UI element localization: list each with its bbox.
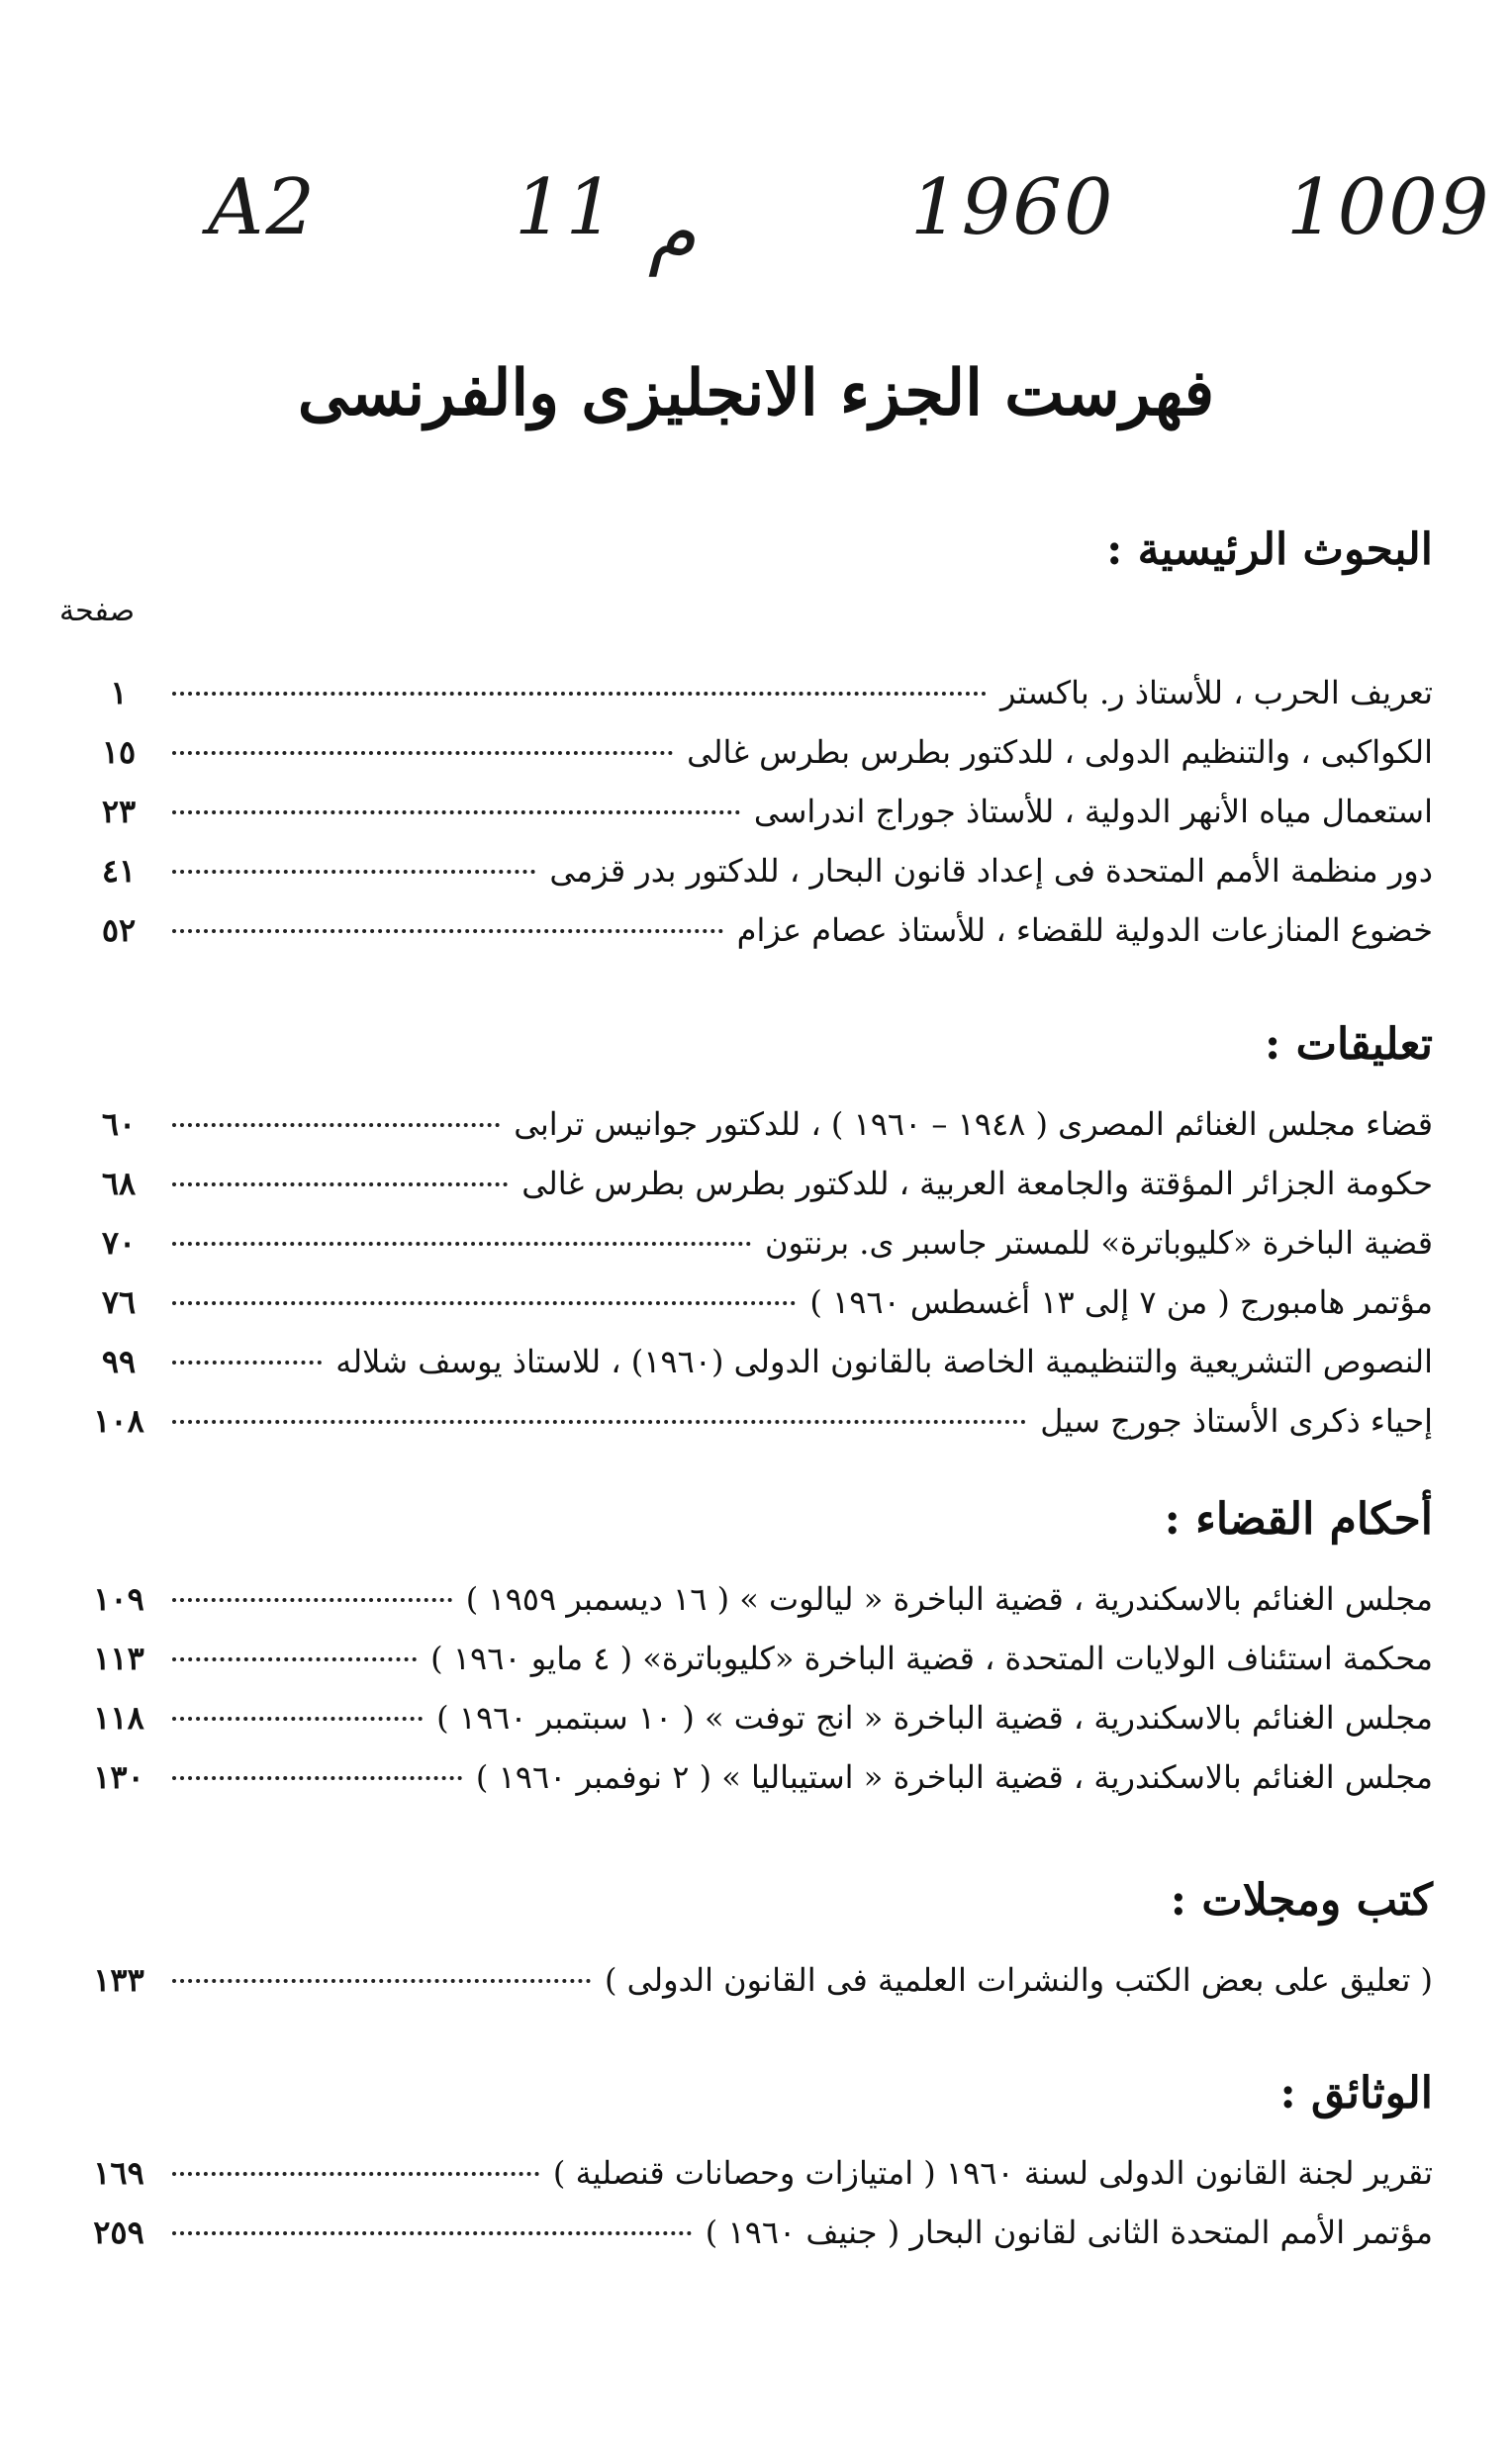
entry-page-number: ١٣٠ xyxy=(93,1758,144,1796)
entry-title: قضاء مجلس الغنائم المصرى ( ١٩٤٨ – ١٩٦٠ ) ، للدكتور جوانيس ترابى xyxy=(514,1105,1433,1143)
toc-entry xyxy=(79,793,1433,852)
toc-entry xyxy=(79,1343,1433,1402)
toc-entry xyxy=(79,2213,1433,2273)
dot-leader xyxy=(172,1717,423,1721)
entry-list xyxy=(79,2154,1433,2273)
entry-page-number: ٧٦ xyxy=(101,1283,137,1321)
dot-leader xyxy=(172,1420,1026,1424)
handwritten-annotation: 1009 xyxy=(1286,163,1491,252)
dot-leader xyxy=(172,751,673,755)
entry-page-number: ٢٥٩ xyxy=(93,2213,144,2251)
toc-entry xyxy=(79,674,1433,733)
handwritten-annotation: 1960 xyxy=(910,163,1115,252)
entry-page-number: ١٠٨ xyxy=(93,1402,144,1440)
toc-entry xyxy=(79,1402,1433,1461)
entry-list xyxy=(79,674,1433,971)
toc-entry xyxy=(79,1224,1433,1283)
toc-entry xyxy=(79,911,1433,971)
entry-title: الكواكبى ، والتنظيم الدولى ، للدكتور بطرس بطرس غالى xyxy=(687,733,1433,771)
entry-page-number: ٢٣ xyxy=(101,793,137,830)
entry-title: مجلس الغنائم بالاسكندرية ، قضية الباخرة « ليالوت » ( ١٦ ديسمبر ١٩٥٩ ) xyxy=(465,1580,1433,1618)
dot-leader xyxy=(172,1182,508,1186)
dot-leader xyxy=(172,2172,539,2176)
entry-title: خضوع المنازعات الدولية للقضاء ، للأستاذ عصام عزام xyxy=(736,911,1433,949)
entry-list xyxy=(79,1580,1433,1818)
entry-page-number: ٩٩ xyxy=(101,1343,137,1380)
entry-page-number: ٥٢ xyxy=(101,911,137,949)
entry-title: حكومة الجزائر المؤقتة والجامعة العربية ، للدكتور بطرس بطرس غالى xyxy=(521,1165,1433,1202)
entry-title: مؤتمر الأمم المتحدة الثانى لقانون البحار ( جنيف ١٩٦٠ ) xyxy=(705,2213,1433,2251)
page-title: فهرست الجزء الانجليزى والفرنسى xyxy=(297,356,1215,430)
dot-leader xyxy=(172,692,987,696)
handwritten-annotation: م xyxy=(648,188,697,277)
dot-leader xyxy=(172,1657,417,1661)
section-heading: أحكام القضاء : xyxy=(1164,1494,1433,1545)
section-heading: كتب ومجلات : xyxy=(1170,1875,1433,1926)
entry-list xyxy=(79,1105,1433,1461)
entry-title: مجلس الغنائم بالاسكندرية ، قضية الباخرة « انج توفت » ( ١٠ سبتمبر ١٩٦٠ ) xyxy=(436,1699,1433,1737)
toc-entry xyxy=(79,1699,1433,1758)
entry-page-number: ١٥ xyxy=(101,733,137,771)
dot-leader xyxy=(172,1979,591,1983)
page-column-label: صفحة xyxy=(59,594,136,628)
dot-leader xyxy=(172,810,740,814)
entry-page-number: ٦٠ xyxy=(101,1105,137,1143)
entry-page-number: ٧٠ xyxy=(101,1224,137,1262)
toc-entry xyxy=(79,1580,1433,1640)
dot-leader xyxy=(172,1776,462,1780)
toc-entry xyxy=(79,2154,1433,2213)
dot-leader xyxy=(172,929,723,933)
entry-page-number: ٦٨ xyxy=(101,1165,137,1202)
toc-entry xyxy=(79,1961,1433,2021)
handwritten-annotation: 11 xyxy=(515,163,617,252)
section-documents xyxy=(79,2068,1433,2273)
entry-page-number: ١١٣ xyxy=(93,1640,144,1677)
entry-title: استعمال مياه الأنهر الدولية ، للأستاذ جوراج اندراسى xyxy=(753,793,1433,830)
section-heading: الوثائق : xyxy=(1279,2068,1433,2118)
dot-leader xyxy=(172,1361,322,1365)
handwritten-annotation: A2 xyxy=(208,163,317,252)
dot-leader xyxy=(172,2231,692,2235)
entry-title: محكمة استئناف الولايات المتحدة ، قضية الباخرة «كليوباترة» ( ٤ مايو ١٩٦٠ ) xyxy=(430,1640,1433,1677)
entry-title: دور منظمة الأمم المتحدة فى إعداد قانون البحار ، للدكتور بدر قزمى xyxy=(549,852,1433,890)
entry-page-number: ١٣٣ xyxy=(93,1961,144,1999)
section-heading: البحوث الرئيسية : xyxy=(1106,524,1433,575)
entry-title: ( تعليق على بعض الكتب والنشرات العلمية فى القانون الدولى ) xyxy=(604,1961,1433,1999)
entry-page-number: ١٠٩ xyxy=(93,1580,144,1618)
entry-page-number: ١٦٩ xyxy=(93,2154,144,2192)
toc-entry xyxy=(79,1165,1433,1224)
section-main-research xyxy=(79,524,1433,971)
dot-leader xyxy=(172,870,535,874)
entry-title: تقرير لجنة القانون الدولى لسنة ١٩٦٠ ( امتيازات وحصانات قنصلية ) xyxy=(552,2154,1433,2192)
entry-title: مؤتمر هامبورج ( من ٧ إلى ١٣ أغسطس ١٩٦٠ ) xyxy=(809,1283,1433,1321)
toc-entry xyxy=(79,733,1433,793)
toc-entry xyxy=(79,1105,1433,1165)
entry-page-number: ١ xyxy=(110,674,128,711)
section-commentaries xyxy=(79,1019,1433,1461)
toc-entry xyxy=(79,852,1433,911)
entry-list xyxy=(79,1961,1433,2021)
toc-entry xyxy=(79,1283,1433,1343)
entry-page-number: ٤١ xyxy=(101,852,137,890)
entry-title: تعريف الحرب ، للأستاذ ر. باكستر xyxy=(1000,674,1433,711)
dot-leader xyxy=(172,1123,500,1127)
section-court-rulings xyxy=(79,1494,1433,1818)
section-heading: تعليقات : xyxy=(1265,1019,1433,1070)
entry-title: قضية الباخرة «كليوباترة» للمستر جاسبر ى. برنتون xyxy=(764,1224,1433,1262)
dot-leader xyxy=(172,1598,452,1602)
dot-leader xyxy=(172,1301,796,1305)
section-books-journals xyxy=(79,1875,1433,2021)
toc-entry xyxy=(79,1758,1433,1818)
entry-title: إحياء ذكرى الأستاذ جورج سيل xyxy=(1040,1402,1433,1440)
dot-leader xyxy=(172,1242,751,1246)
entry-title: النصوص التشريعية والتنظيمية الخاصة بالقانون الدولى (١٩٦٠) ، للاستاذ يوسف شلاله xyxy=(335,1343,1433,1380)
entry-title: مجلس الغنائم بالاسكندرية ، قضية الباخرة « استيباليا » ( ٢ نوفمبر ١٩٦٠ ) xyxy=(475,1758,1433,1796)
entry-page-number: ١١٨ xyxy=(93,1699,144,1737)
toc-entry xyxy=(79,1640,1433,1699)
